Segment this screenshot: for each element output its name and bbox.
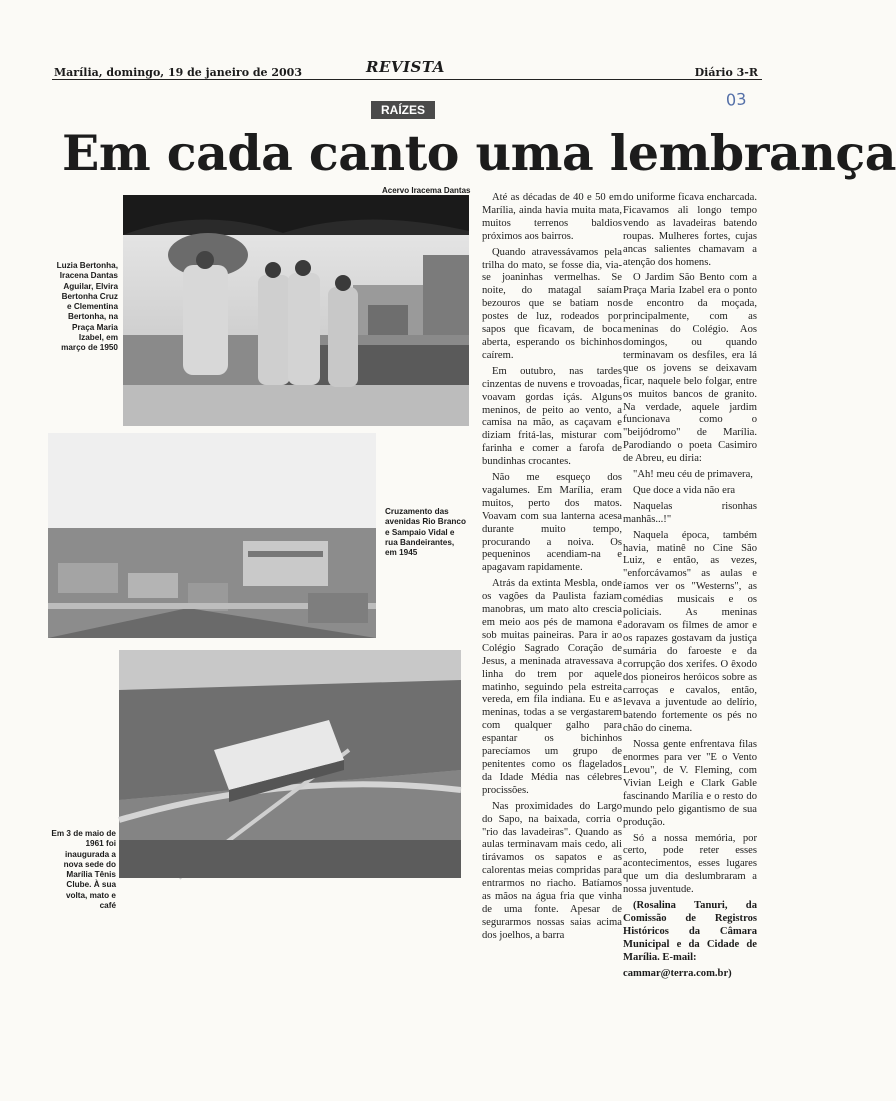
author-signature: (Rosalina Tanuri, da Comissão de Registros Históricos da Câmara Municipal e da Cidade de Marília. E-mail: xyxy=(623,900,757,963)
author-email: cammar@terra.com.br) xyxy=(623,967,732,979)
photo-tennis-club-aerial xyxy=(119,650,461,878)
paragraph: O Jardim São Bento com a Praça Maria Izabel era o ponto de encontro da moçada, principalmente, com as meninas do Colégio. Aos domingos, ou quando terminavam os desfiles, era lá que os jovens se deixavam ficar, naquele belo folgar, entre os muitos bancos de granito. Na verdade, aquele jardim funcionava como o "beijódromo" de Marília. Parodiando o poeta Casimiro de Abreu, eu diria: xyxy=(623,272,757,465)
poem-line: Que doce a vida não era xyxy=(633,484,736,496)
paragraph: Atrás da extinta Mesbla, onde os vagões da Paulista faziam manobras, um mato alto crescia em meio aos pés de mamona e sob muitas paineiras. Para ir ao Colégio Sagrado Coração de Jesus, a meninada atravessava a linha do trem por aquele matinho, seguindo pela estreita vereda, em fila indiana. Eu e as meninas, todas a se vergastarem com qualquer galho para espantar os bichinhos parecíamos um grupo de penitentes como os flagelados da Idade Média nas célebres procissões. xyxy=(482,578,622,796)
paragraph: Só a nossa memória, por certo, pode reter esses acontecimentos, esses lugares que um dia deslumbraram a nossa juventude. xyxy=(623,832,757,896)
paragraph: Não me esqueço dos vagalumes. Em Marília, eram muitos, perto dos matos. Voavam com sua lanterna acesa durante muito tempo, procurando a noiva. Os pequeninos acendiam-na e apagavam rapidamente. xyxy=(482,472,622,574)
paragraph: Nossa gente enfrentava filas enormes para ver "E o Vento Levou", de V. Fleming, com Vivian Leigh e Clark Gable fascinando Marília e o resto do mundo pelo gigantismo de sua produção. xyxy=(623,739,757,828)
section-title: REVISTA xyxy=(366,58,445,76)
section-kicker: RAÍZES xyxy=(371,101,435,119)
paragraph: Em outubro, nas tardes cinzentas de nuvens e trovoadas, voavam gordas içás. Alguns meninos, de peito ao vento, a camisa na mão, as caçavam e diziam fritá-las, misturar com farinha e comer a farofa de bundinhas crocantes. xyxy=(482,365,622,468)
dateline: Marília, domingo, 19 de janeiro de 2003 xyxy=(54,66,302,79)
article-column-2 xyxy=(623,192,757,980)
paragraph: Naquela época, também havia, matinê no Cine São Luiz, e então, as vezes, "enforcávamos" as aulas e íamos ver os "Westerns", as comédias musicais e os policiais. As meninas adoravam os filmes de amor e os rapazes gostavam da justiça sumária do faroeste e da corrupção dos xerifes. O êxodo dos pioneiros heróicos sobre as carroças e cavalos, então, levava a juventude ao delírio, batendo fortemente os pés no chão do cinema. xyxy=(623,529,757,735)
poem-line: "Ah! meu céu de primavera, xyxy=(633,469,753,481)
photo-women-in-square xyxy=(123,195,469,426)
caption-photo-city: Cruzamento das avenidas Rio Branco e Sampaio Vidal e rua Bandeirantes, em 1945 xyxy=(385,507,466,558)
header-rule xyxy=(52,79,762,80)
photo-city-crossing xyxy=(48,433,376,638)
caption-photo-women: Luzia Bertonha, Iracena Dantas Aguilar, Elvira Bertonha Cruz e Clementina Bertonha, na Praça Maria Izabel, em março de 1950 xyxy=(56,261,118,353)
paragraph: Nas proximidades do Largo do Sapo, na baixada, corria o "rio das lavadeiras". Quando as aulas terminavam mais cedo, ali tirávamos os sapatos e as calorentas meias compridas para entrarmos no riacho. Batíamos as mãos na água fria que vinha de uma fonte. Apesar de segurarmos nossas saias acima dos joelhos, a barra xyxy=(482,800,622,941)
headline: Em cada canto uma lembrança xyxy=(62,124,896,182)
page-number: Diário 3-R xyxy=(694,66,758,79)
poem-line: Naquelas risonhas manhãs...!" xyxy=(623,500,757,525)
handwritten-note: 03 xyxy=(725,89,747,110)
paragraph: do uniforme ficava encharcada. Ficavamos ali longo tempo vendo as lavadeiras batendo roupas. Mulheres fortes, cujas ancas salientes chamavam a atenção dos homens. xyxy=(623,192,757,268)
photo-credit: Acervo Iracema Dantas xyxy=(382,186,471,195)
paragraph: Até as décadas de 40 e 50 em Marília, ainda havia muita mata, muitos terrenos baldios próximos aos bairros. xyxy=(482,192,622,242)
article-column-1 xyxy=(482,192,622,946)
paragraph: Quando atravessávamos pela trilha do mato, se fosse dia, via-se joaninhas vermelhas. Se noite, do matagal saíam bezouros que se batiam nos postes de luz, rodeados por sapos que ficavam, de boca aberta, esperando os bichinhos caírem. xyxy=(482,246,622,361)
caption-photo-tennis-club: Em 3 de maio de 1961 foi inaugurada a nova sede do Marília Tênis Clube. À sua volta, mato e café xyxy=(51,829,116,911)
